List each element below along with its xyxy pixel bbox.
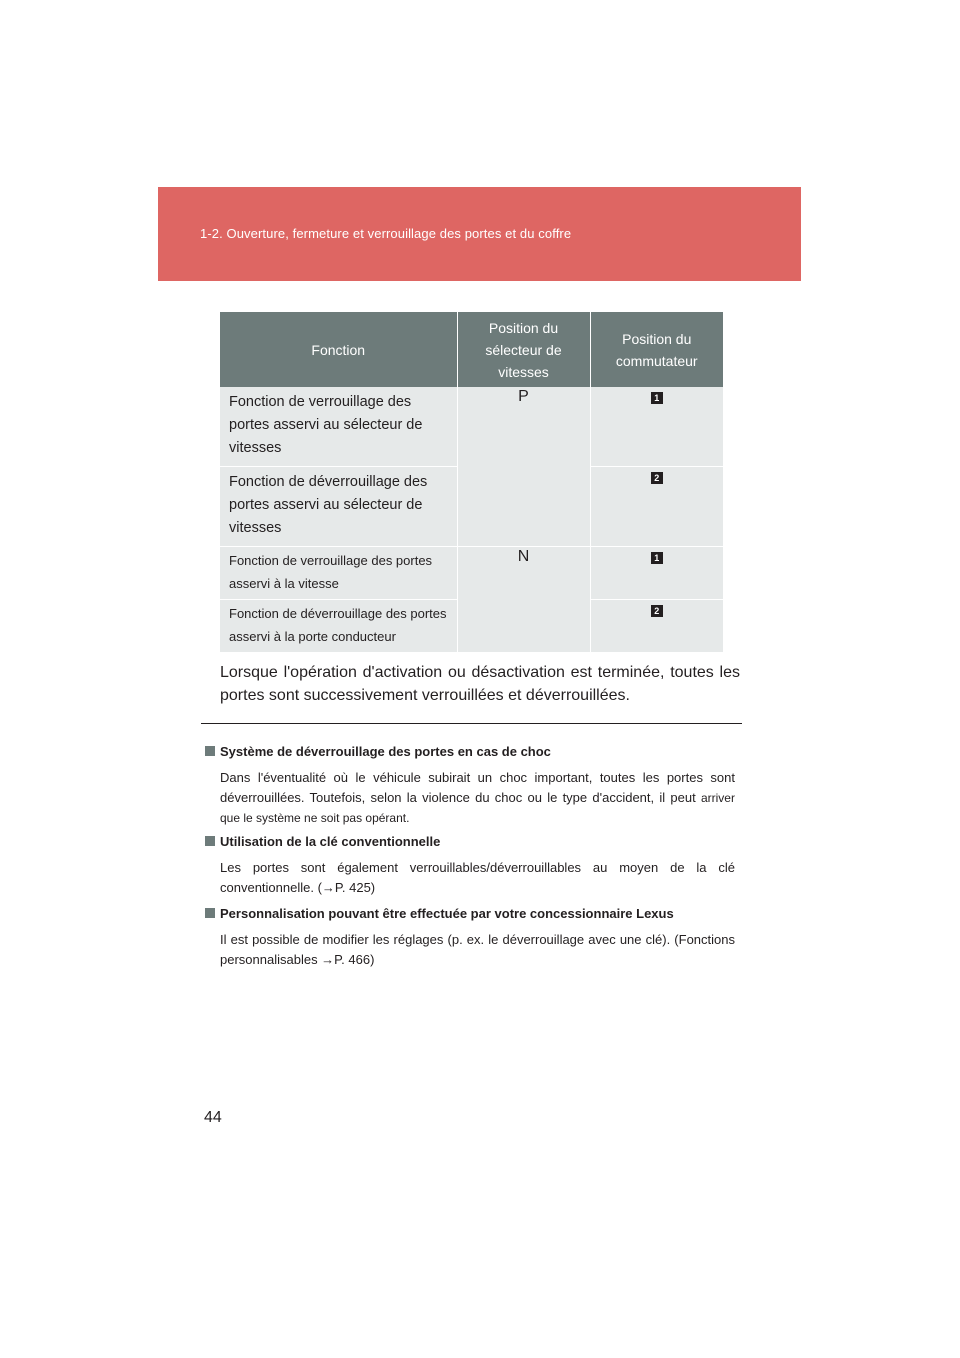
function-table bbox=[220, 312, 723, 653]
row-shift-position: N bbox=[457, 547, 590, 653]
note-body: Il est possible de modifier les réglages (p. ex. le déverrouillage avec une clé). (Fonctions personnalisables →P. 466) bbox=[220, 932, 735, 967]
header-shift-position: Position du sélecteur de vitesses bbox=[457, 312, 590, 387]
header-function: Fonction bbox=[220, 312, 457, 387]
row-switch-position bbox=[590, 387, 723, 467]
switch-number-badge: 2 bbox=[651, 605, 663, 617]
switch-number-badge: 1 bbox=[651, 392, 663, 404]
note-title bbox=[205, 905, 735, 923]
row-function: Fonction de verrouillage des portes asservi au sélecteur de vitesses bbox=[220, 387, 457, 467]
row-switch-position bbox=[590, 547, 723, 600]
section-divider bbox=[201, 723, 742, 724]
switch-number-badge: 2 bbox=[651, 472, 663, 484]
note-mechanical-key bbox=[205, 833, 735, 898]
row-function: Fonction de déverrouillage des portes asservi au sélecteur de vitesses bbox=[220, 467, 457, 547]
note-crash-unlock bbox=[205, 743, 735, 828]
note-customization bbox=[205, 905, 735, 970]
note-title-text: Utilisation de la clé conventionnelle bbox=[220, 834, 441, 849]
page-number: 44 bbox=[204, 1109, 222, 1126]
note-title bbox=[205, 743, 735, 761]
note-body-text-small: arriver que le système ne soit pas opérant. bbox=[220, 791, 735, 825]
note-title-text: Système de déverrouillage des portes en cas de choc bbox=[220, 744, 551, 759]
note-body: Les portes sont également verrouillables/déverrouillables au moyen de la clé conventionnelle. (→P. 425) bbox=[220, 860, 735, 895]
note-title-text: Personnalisation pouvant être effectuée par votre concessionnaire Lexus bbox=[220, 906, 674, 921]
intro-paragraph: Lorsque l'opération d'activation ou désactivation est terminée, toutes les portes sont successivement verrouillées et déverrouillées. bbox=[220, 664, 740, 704]
row-shift-position: P bbox=[457, 387, 590, 547]
table-row bbox=[220, 547, 723, 600]
note-body bbox=[220, 768, 735, 828]
row-switch-position bbox=[590, 600, 723, 653]
header-switch-position: Position du commutateur bbox=[590, 312, 723, 387]
row-function: Fonction de verrouillage des portes asservi à la vitesse bbox=[220, 547, 457, 600]
section-header-band bbox=[158, 187, 801, 281]
switch-number-badge: 1 bbox=[651, 552, 663, 564]
square-bullet-icon bbox=[205, 746, 215, 756]
note-body-text: Dans l'éventualité où le véhicule subirait un choc important, toutes les portes sont déverrouillées. Toutefois, selon la violence du choc ou le type d'accident, il peut bbox=[220, 770, 735, 805]
row-switch-position bbox=[590, 467, 723, 547]
table-row bbox=[220, 387, 723, 467]
section-title: 1-2. Ouverture, fermeture et verrouillage des portes et du coffre bbox=[200, 226, 572, 241]
square-bullet-icon bbox=[205, 836, 215, 846]
row-function: Fonction de déverrouillage des portes asservi à la porte conducteur bbox=[220, 600, 457, 653]
square-bullet-icon bbox=[205, 908, 215, 918]
table-header-row bbox=[220, 312, 723, 387]
note-title bbox=[205, 833, 735, 851]
